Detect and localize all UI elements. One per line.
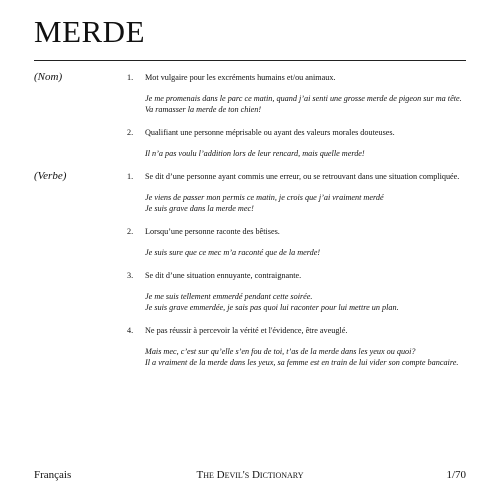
example-sentence: Il n’a pas voulu l’addition lors de leur rencard, mais quelle merde! — [145, 149, 365, 158]
example-sentence: Je suis grave emmerdée, je sais pas quoi lui raconter pour lui mettre un plan. — [145, 303, 399, 312]
example-list — [145, 247, 466, 258]
definition-number: 1. — [127, 172, 134, 181]
definition-list — [127, 72, 466, 159]
definition-text: Se dit d’une situation ennuyante, contraignante. — [145, 271, 302, 280]
example-sentence: Je viens de passer mon permis ce matin, je crois que j’ai vraiment merdé — [145, 193, 384, 202]
example-list — [145, 346, 466, 368]
example-sentence: Mais mec, c’est sur qu’elle s’en fou de toi, t’as de la merde dans les yeux ou quoi? — [145, 347, 416, 356]
footer-book-title: The Devil's Dictionary — [196, 469, 304, 481]
footer-language: Français — [34, 469, 72, 481]
example-list — [145, 148, 466, 159]
definition-item — [127, 226, 466, 258]
definition-item — [127, 72, 466, 115]
definition-body — [145, 325, 466, 368]
example-list — [145, 93, 466, 115]
definition-body — [145, 72, 466, 115]
example-sentence: Va ramasser la merde de ton chien! — [145, 105, 262, 114]
part-of-speech: (Verbe) — [34, 170, 67, 182]
example-sentence: Je suis sure que ce mec m’a raconté que de la merde! — [145, 248, 321, 257]
definition-item — [127, 127, 466, 159]
definition-item — [127, 270, 466, 313]
definition-body — [145, 270, 466, 313]
example-list — [145, 291, 466, 313]
definition-item — [127, 171, 466, 214]
definition-text: Qualifiant une personne méprisable ou ayant des valeurs morales douteuses. — [145, 128, 395, 137]
example-list — [145, 192, 466, 214]
footer-page-number: 1/70 — [446, 469, 466, 481]
entry-content — [34, 72, 466, 380]
definition-body — [145, 171, 466, 214]
definition-number: 2. — [127, 128, 134, 137]
title-divider — [34, 60, 466, 61]
definition-item — [127, 325, 466, 368]
definition-body — [145, 127, 466, 159]
definition-number: 3. — [127, 271, 134, 280]
entry-section — [34, 72, 466, 159]
definition-number: 4. — [127, 326, 134, 335]
example-sentence: Il a vraiment de la merde dans les yeux, sa femme est en train de lui vider son compte bancaire. — [145, 358, 459, 367]
part-of-speech: (Nom) — [34, 71, 63, 83]
definition-text: Mot vulgaire pour les excréments humains et/ou animaux. — [145, 73, 336, 82]
definition-body — [145, 226, 466, 258]
definition-number: 1. — [127, 73, 134, 82]
definition-text: Se dit d’une personne ayant commis une erreur, ou se retrouvant dans une situation compliquée. — [145, 172, 460, 181]
example-sentence: Je suis grave dans la merde mec! — [145, 204, 254, 213]
definition-number: 2. — [127, 227, 134, 236]
definition-text: Lorsqu’une personne raconte des bêtises. — [145, 227, 280, 236]
example-sentence: Je me promenais dans le parc ce matin, quand j’ai senti une grosse merde de pigeon sur ma tête. — [145, 94, 462, 103]
entry-title: MERDE — [34, 14, 145, 49]
definition-list — [127, 171, 466, 368]
example-sentence: Je me suis tellement emmerdé pendant cette soirée. — [145, 292, 313, 301]
definition-text: Ne pas réussir à percevoir la vérité et l'évidence, être aveuglé. — [145, 326, 348, 335]
entry-section — [34, 171, 466, 368]
